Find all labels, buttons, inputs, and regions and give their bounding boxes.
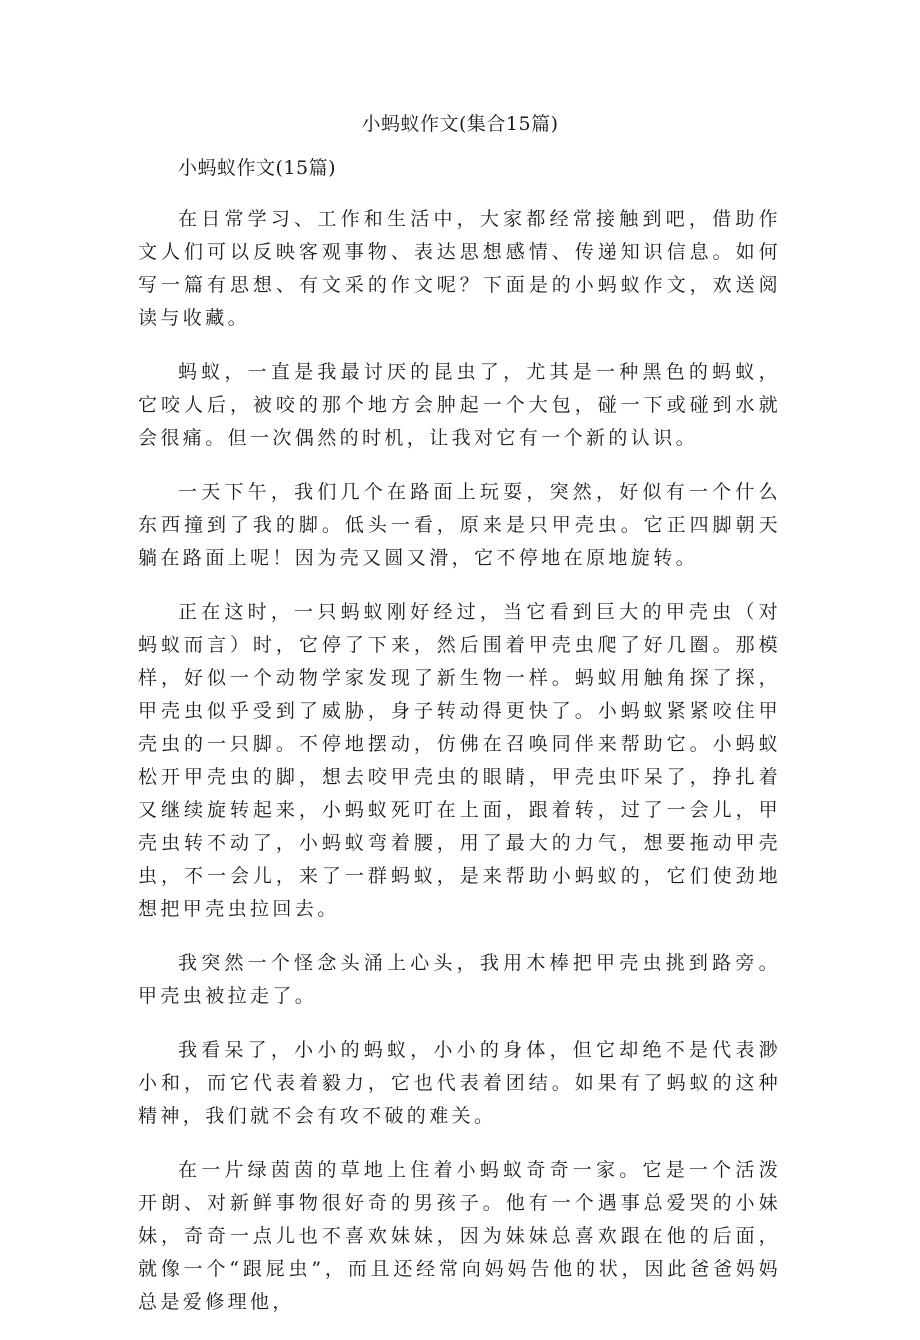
document-title: 小蚂蚁作文(集合15篇) — [361, 113, 559, 135]
document-body — [138, 152, 781, 1340]
paragraph-ant-dislike: 蚂蚁，一直是我最讨厌的昆虫了，尤其是一种黑色的蚂蚁，它咬人后，被咬的那个地方会肿起一个大包，碰一下或碰到水就会很痛。但一次偶然的时机，让我对它有一个新的认识。 — [138, 361, 781, 449]
document-subtitle: 小蚂蚁作文(15篇) — [178, 157, 337, 179]
paragraph-intro: 在日常学习、工作和生活中，大家都经常接触到吧，借助作文人们可以反映客观事物、表达思想感情、传递知识信息。如何写一篇有思想、有文采的作文呢？下面是的小蚂蚁作文，欢送阅读与收藏。 — [138, 208, 781, 329]
paragraph-ant-struggle: 正在这时，一只蚂蚁刚好经过，当它看到巨大的甲壳虫（对蚂蚁而言）时，它停了下来，然后围着甲壳虫爬了好几圈。那模样，好似一个动物学家发现了新生物一样。蚂蚁用触角探了探，甲壳虫似乎受到了威胁，身子转动得更快了。小蚂蚁紧紧咬住甲壳虫的一只脚。不停地摆动，仿佛在召唤同伴来帮助它。小蚂蚁松开甲壳虫的脚，想去咬甲壳虫的眼睛，甲壳虫吓呆了，挣扎着又继续旋转起来，小蚂蚁死叮在上面，跟着转，过了一会儿，甲壳虫转不动了，小蚂蚁弯着腰，用了最大的力气，想要拖动甲壳虫，不一会儿，来了一群蚂蚁，是来帮助小蚂蚁的，它们使劲地想把甲壳虫拉回去。 — [138, 601, 781, 920]
paragraph-qiqi-family: 在一片绿茵茵的草地上住着小蚂蚁奇奇一家。它是一个活泼开朗、对新鲜事物很好奇的男孩子。他有一个遇事总爱哭的小妹妹，奇奇一点儿也不喜欢妹妹，因为妹妹总喜欢跟在他的后面，就像一个“跟屁虫”，而且还经常向妈妈告他的状，因此爸爸妈妈总是爱修理他， — [138, 1159, 781, 1313]
paragraph-stick: 我突然一个怪念头涌上心头，我用木棒把甲壳虫挑到路旁。甲壳虫被拉走了。 — [138, 952, 781, 1007]
paragraph-reflection: 我看呆了，小小的蚂蚁，小小的身体，但它却绝不是代表渺小和，而它代表着毅力，它也代表着团结。如果有了蚂蚁的这种精神，我们就不会有攻不破的难关。 — [138, 1039, 781, 1127]
paragraph-beetle-found: 一天下午，我们几个在路面上玩耍，突然，好似有一个什么东西撞到了我的脚。低头一看，原来是只甲壳虫。它正四脚朝天躺在路面上呢！因为壳又圆又滑，它不停地在原地旋转。 — [138, 481, 781, 569]
